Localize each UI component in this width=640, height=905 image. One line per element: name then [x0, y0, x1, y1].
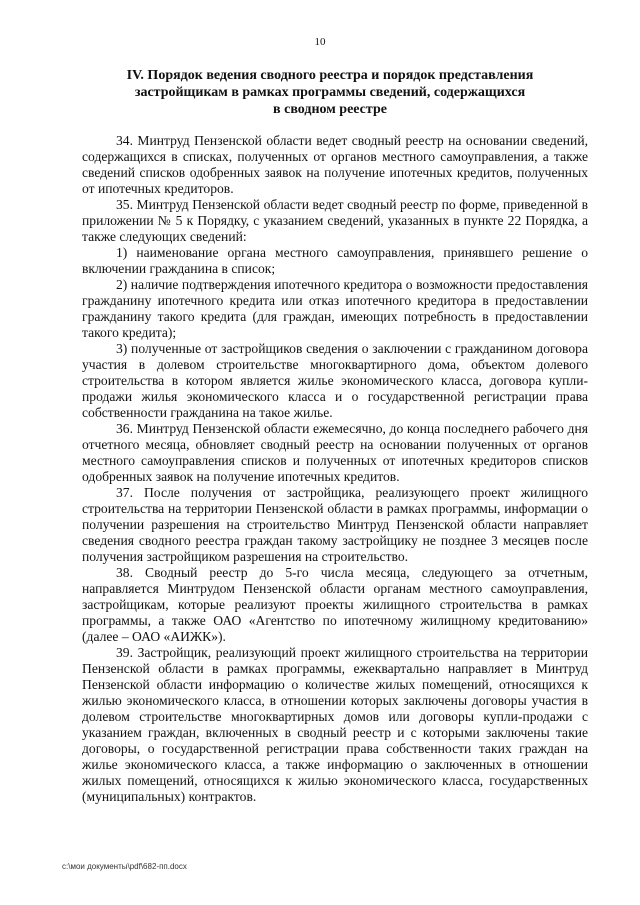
- paragraph-38: 38. Сводный реестр до 5-го числа месяца, следующего за отчетным, направляется Минтрудом Пензенской области органам местного самоуправления, застройщикам, которые реализуют проекты жилищного строительства в рамках программы, а также ОАО «Агентство по ипотечному жилищному кредитованию» (далее – ОАО «АИЖК»).: [82, 565, 588, 644]
- page-number: 10: [314, 36, 326, 48]
- section-heading: [110, 67, 550, 118]
- paragraph-34: 34. Минтруд Пензенской области ведет сводный реестр на основании сведений, содержащихся в списках, полученных от органов местного самоуправления, а также сведений списков одобренных заявок на получение ипотечных кредитов, полученных от ипотечных кредиторов.: [82, 133, 588, 196]
- paragraph-35-item-1: 1) наименование органа местного самоуправления, принявшего решение о включении гражданина в список;: [82, 245, 588, 276]
- section-heading-line-2: застройщикам в рамках программы сведений, содержащихся: [134, 85, 526, 100]
- paragraph-35-item-3: 3) полученные от застройщиков сведения о заключении с гражданином договора участия в долевом строительстве многоквартирного дома, объектом долевого строительства в котором является жилье экономического класса, договора купли-продажи жилья экономического класса и о государственной регистрации права собственности гражданина на такое жилье.: [82, 341, 588, 420]
- document-body: [82, 133, 588, 805]
- paragraph-37: 37. После получения от застройщика, реализующего проект жилищного строительства на территории Пензенской области в рамках программы, информации о получении разрешения на строительство Минтруд Пензенской области направляет сведения сводного реестра граждан такому застройщику не позднее 3 месяцев после получения застройщиком разрешения на строительство.: [82, 485, 588, 564]
- footer-file-path: c:\мои документы\pdf\682-пп.docx: [62, 862, 187, 871]
- section-heading-line-3: в сводном реестре: [273, 102, 387, 117]
- paragraph-35: 35. Минтруд Пензенской области ведет сводный реестр по форме, приведенной в приложении № 5 к Порядку, с указанием сведений, указанных в пункте 22 Порядка, а также следующих сведений:: [82, 197, 588, 244]
- section-heading-line-1: IV. Порядок ведения сводного реестра и порядок представления: [126, 68, 534, 83]
- paragraph-35-item-2: 2) наличие подтверждения ипотечного кредитора о возможности предоставления гражданину ипотечного кредита или отказ ипотечного кредитора в предоставлении гражданину такого кредита (для граждан, имеющих потребность в предоставлении такого кредита);: [82, 277, 588, 340]
- paragraph-39: 39. Застройщик, реализующий проект жилищного строительства на территории Пензенской области в рамках программы, ежеквартально направляет в Минтруд Пензенской области информацию о количестве жилых помещений, относящихся к жилью экономического класса, в отношении которых заключены договоры участия в долевом строительстве многоквартирных домов или договоры купли-продажи с указанием граждан, включенных в сводный реестр и с которыми заключены такие договоры, о государственной регистрации права собственности таких граждан на жилье экономического класса, а также информацию о заключенных в отношении жилых помещений, относящихся к жилью экономического класса, государственных (муниципальных) контрактов.: [82, 645, 588, 804]
- paragraph-36: 36. Минтруд Пензенской области ежемесячно, до конца последнего рабочего дня отчетного месяца, обновляет сводный реестр на основании полученных от органов местного самоуправления списков и полученных от ипотечных кредиторов списков одобренных заявок на получение ипотечных кредитов.: [82, 421, 588, 484]
